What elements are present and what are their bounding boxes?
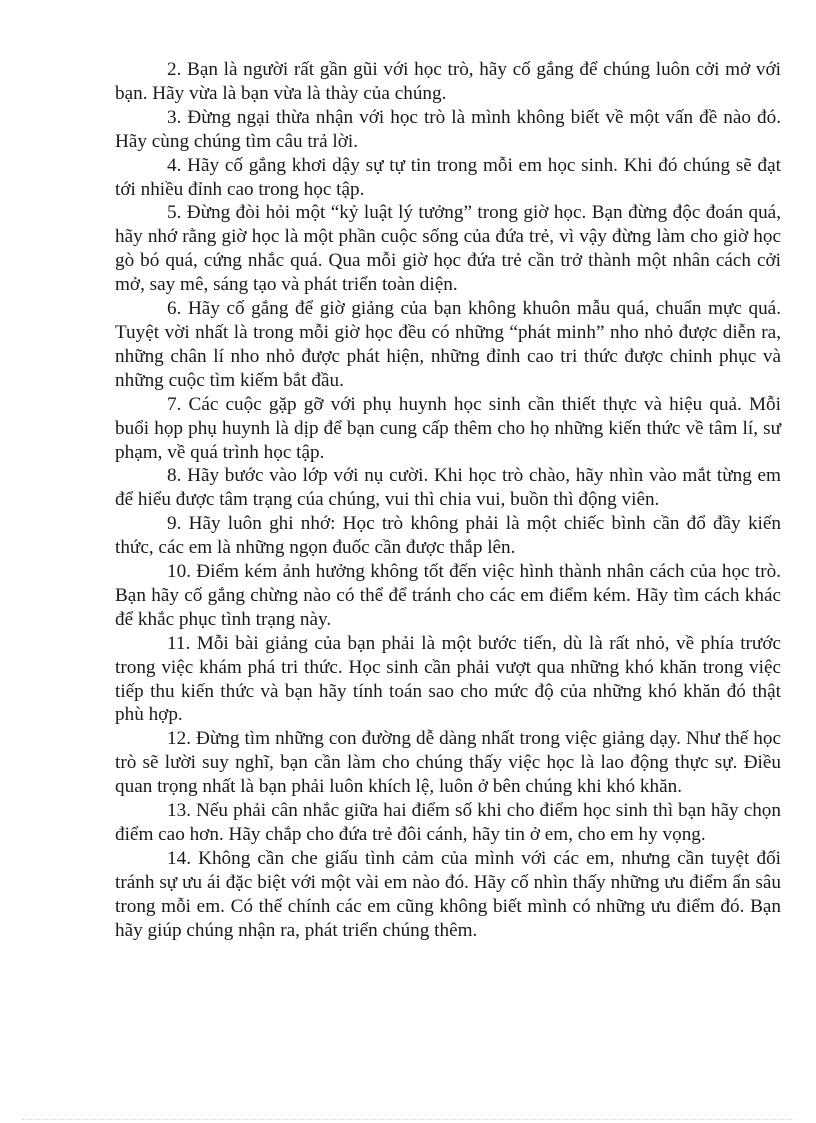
paragraph-11: 11. Mỗi bài giảng của bạn phải là một bước tiến, dù là rất nhỏ, về phía trước trong việc khám phá tri thức. Học sinh cần phải vượt qua những khó khăn trong việc tiếp thu kiến thức và bạn hãy tính toán sao cho mức độ của những khó khăn đó thật phù hợp.: [115, 632, 781, 726]
paragraph-14: 14. Không cần che giấu tình cảm của mình với các em, nhưng cần tuyệt đối tránh sự ưu ái đặc biệt với một vài em nào đó. Hãy cố nhìn thấy những ưu điểm ẩn sâu trong mỗi em. Có thể chính các em cũng không biết mình có những ưu điểm đó. Bạn hãy giúp chúng nhận ra, phát triển chúng thêm.: [115, 847, 781, 941]
document-body: [115, 58, 781, 943]
paragraph-7: 7. Các cuộc gặp gỡ với phụ huynh học sinh cần thiết thực và hiệu quả. Mỗi buổi họp phụ huynh là dịp để bạn cung cấp thêm cho họ những kiến thức về tâm lí, sư phạm, về quá trình học tập.: [115, 393, 781, 463]
page-bottom-divider: [22, 1119, 794, 1120]
paragraph-5: 5. Đừng đòi hỏi một “kỷ luật lý tưởng” trong giờ học. Bạn đừng độc đoán quá, hãy nhớ rằng giờ học là một phần cuộc sống của đứa trẻ, vì vậy đừng làm cho giờ học gò bó quá, cứng nhắc quá. Qua mỗi giờ học đứa trẻ cần trở thành một nhân cách cởi mở, say mê, sáng tạo và phát triển toàn diện.: [115, 202, 781, 296]
paragraph-3: 3. Đừng ngại thừa nhận với học trò là mình không biết về một vấn đề nào đó. Hãy cùng chúng tìm câu trả lời.: [115, 106, 781, 152]
paragraph-13: 13. Nếu phải cân nhắc giữa hai điểm số khi cho điểm học sinh thì bạn hãy chọn điểm cao hơn. Hãy chắp cho đứa trẻ đôi cánh, hãy tin ở em, cho em hy vọng.: [115, 800, 781, 845]
paragraph-4: 4. Hãy cố gắng khơi dậy sự tự tin trong mỗi em học sinh. Khi đó chúng sẽ đạt tới nhiều đỉnh cao trong học tập.: [115, 154, 781, 200]
paragraph-2: 2. Bạn là người rất gần gũi với học trò, hãy cố gắng để chúng luôn cởi mở với bạn. Hãy vừa là bạn vừa là thày của chúng.: [115, 59, 781, 104]
paragraph-12: 12. Đừng tìm những con đường dễ dàng nhất trong việc giảng dạy. Như thế học trò sẽ lười suy nghĩ, bạn cần làm cho chúng thấy việc học là lao động thực sự. Điều quan trọng nhất là bạn phải luôn khích lệ, luôn ở bên chúng khi khó khăn.: [115, 728, 781, 798]
paragraph-9: 9. Hãy luôn ghi nhớ: Học trò không phải là một chiếc bình cần đổ đầy kiến thức, các em là những ngọn đuốc cần được thắp lên.: [115, 513, 781, 559]
paragraph-8: 8. Hãy bước vào lớp với nụ cười. Khi học trò chào, hãy nhìn vào mắt từng em để hiểu được tâm trạng cúa chúng, vui thì chia vui, buồn thì động viên.: [115, 465, 781, 511]
paragraph-10: 10. Điểm kém ảnh hưởng không tốt đến việc hình thành nhân cách của học trò. Bạn hãy cố gắng chừng nào có thể để tránh cho các em điểm kém. Hãy tìm cách khác để khắc phục tình trạng này.: [115, 561, 781, 630]
paragraph-6: 6. Hãy cố gắng để giờ giảng của bạn không khuôn mẫu quá, chuẩn mực quá. Tuyệt vời nhất là trong mỗi giờ học đều có những “phát minh” nho nhỏ được diễn ra, những chân lí nho nhỏ được phát hiện, những đỉnh cao tri thức được chinh phục và những cuộc tìm kiếm bắt đầu.: [115, 298, 781, 391]
